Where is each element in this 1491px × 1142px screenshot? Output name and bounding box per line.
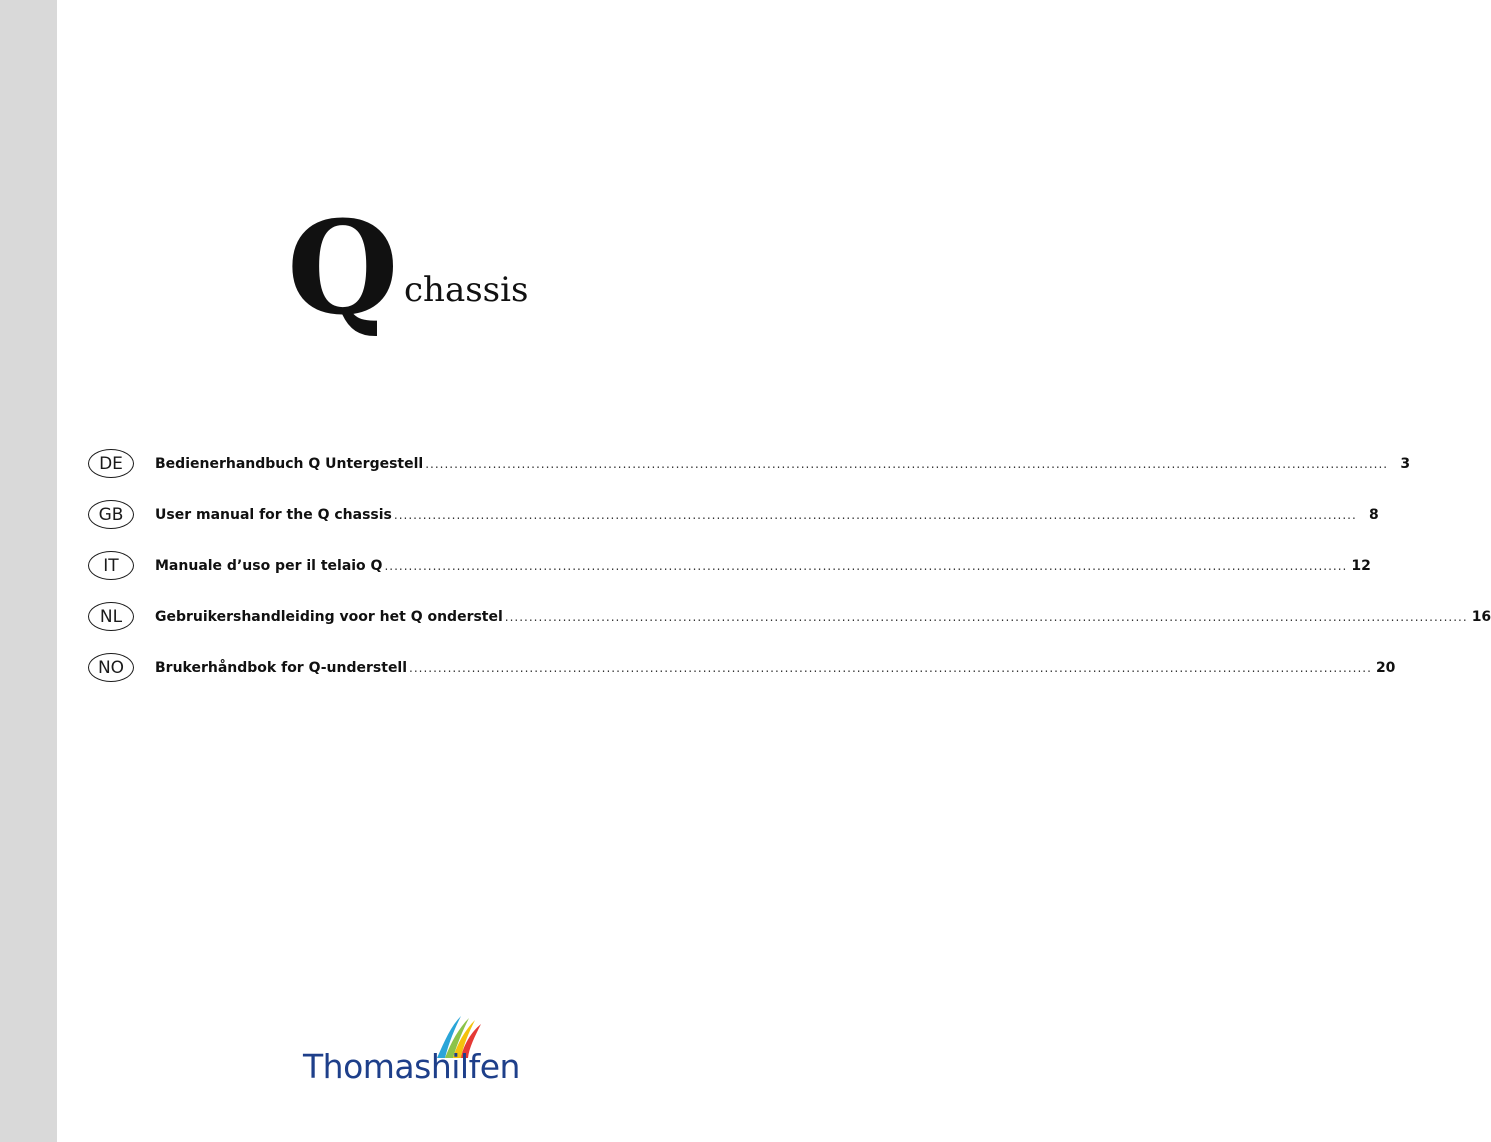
lang-badge: IT [88, 551, 134, 580]
toc-page-number: 12 [1351, 557, 1371, 574]
brand-logo [303, 1010, 523, 1090]
toc-row-de[interactable] [88, 448, 1411, 479]
toc-entry [155, 507, 1379, 523]
toc-label: Brukerhåndbok for Q-understell [155, 659, 408, 676]
toc-row-it[interactable] [88, 550, 1371, 581]
dot-leader: ........................................................................................................................................................................................................ [384, 558, 1348, 573]
title-word: chassis [404, 270, 529, 310]
lang-badge: NL [88, 602, 134, 631]
toc-entry [155, 660, 1395, 676]
logo-wordmark: Thomashilfen [303, 1047, 520, 1086]
toc-page-number: 8 [1369, 506, 1379, 523]
toc-label: Gebruikershandleiding voor het Q onderstel [155, 608, 503, 625]
toc-page-number: 20 [1375, 659, 1396, 676]
dot-leader: ........................................................................................................................................................................................................ [393, 507, 1357, 522]
toc-row-gb[interactable] [88, 499, 1379, 530]
toc-label: Manuale d’uso per il telaio Q [155, 557, 383, 574]
lang-badge: GB [88, 500, 134, 529]
toc-entry [155, 456, 1410, 472]
toc-label: User manual for the Q chassis [155, 506, 392, 523]
lang-badge: DE [88, 449, 134, 478]
toc-page-number: 16 [1471, 608, 1491, 625]
title-letter: Q [287, 194, 395, 344]
table-of-contents [88, 448, 1491, 703]
dot-leader: ........................................................................................................................................................................................................ [425, 456, 1389, 471]
toc-row-no[interactable] [88, 652, 1396, 683]
toc-entry [155, 558, 1371, 574]
toc-row-nl[interactable] [88, 601, 1491, 632]
lang-badge: NO [88, 653, 134, 682]
toc-page-number: 3 [1400, 455, 1411, 472]
toc-entry [155, 609, 1491, 625]
document-title [287, 194, 587, 345]
dot-leader: ........................................................................................................................................................................................................ [409, 660, 1372, 675]
dot-leader: ........................................................................................................................................................................................................ [504, 609, 1468, 624]
side-bar [0, 0, 57, 1142]
toc-label: Bedienerhandbuch Q Untergestell [155, 455, 424, 472]
